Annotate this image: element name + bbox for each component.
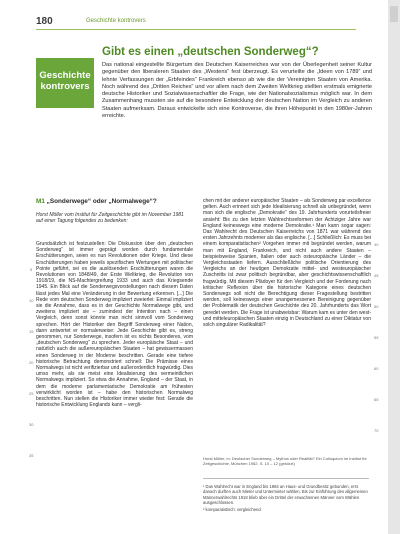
line-number: 5 [30, 267, 33, 272]
body-text-right: chen mit der anderer europäischer Staaten – als Sonderweg par excellence gelten. Auch erinnert sich jede Idealisierung schnell als unbegründet, wenn man sich die englische „Demokratie“ des 19. Jahrhunderts vorurteilsfreier ansieht: Bis zu den letzten Wahlrechtsreformen der Achtziger Jahre war England keineswegs eine moderne Demokratie.¹ Man kann sogar sagen: Das Wahlrecht des Deutschen Kaiserreichs von 1871 war während des ersten Jahrzehnts moderner als das englische. [...] Schließlich: Es muss bei einem komparatistischen² Vorgehen immer mit begründet werden, warum man mit England, Frankreich, und nicht auch andere Staaten – beispielsweise Spanien, Italien oder auch osteuropäische Länder – die Vergleichsstaaten liefern. Ausschließliche politische Orientierung des Vergleichs an der heutigen Demokratie mittel- und westeuropäischer Zuschnitts ist zwar politisch begründbar, aber geschichtswissenschaftlich fragwürdig. Mit diesem Plädoyer für den Vergleich und der Forderung nach kritischer Reflexion über die historische Kategorie eines deutschen Sonderwegs soll nicht die Berechtigung dieser Fragestellung bestritten werden, soll keineswegs einer unangemessenen Bereinigung gegenüber der Problematik der deutschen Geschichte des 20. Jahrhunderts das Wort geredet werden. Die Frage ist unabweisbar: Warum kam es unter den west- und mitteleuropäischen Staaten einzig in Deutschland zu einer Diktatur von solch singulärer Radikalität? [203, 198, 371, 329]
line-number: 10 [29, 298, 34, 303]
source-heading [36, 198, 157, 205]
page-edge-strip [388, 0, 400, 534]
intro-text: Das national eingestellte Bürgertum des Deutschen Kaiserreiches war von der Überlegenheit seiner Kultur gegenüber den liberaleren Staaten des „Westens“ fest überzeugt. Es verurteilte die „Ideen von 1789“ und lehnte Verfassungen der „Erbfeindes“ Frankreich ebenso ab wie die der Vereinigten Staaten von Amerika. Noch während des „Dritten Reiches“ und vor allem nach dem Zweiten Weltkrieg stellten erstmals emigrierte deutsche Historiker und Sozialwissenschaftler die Frage, wie der Nationalsozialismus möglich war. In dem Zusammenhang mussten sie auf die besondere Entwicklung der deutschen Nation im Vergleich zu anderen Staaten aufmerksam. Daraus entwickelte sich eine Kontroverse, die ihren Höhepunkt in den 1980er-Jahren erreichte. [102, 62, 372, 120]
line-number: 30 [29, 422, 34, 427]
line-number: 40 [374, 242, 379, 247]
body-text-left: Grundsätzlich ist festzustellen: Die Diskussion über den „deutschen Sonderweg“ ist immer geprägt worden durch fundamentale Erschütterungen, seien es nun Revolutionen oder Kriege. Und diese Erschütterungen haben jeweils spezifischen Wertungen mit politischer Pointe geführt, sei es die auslösenden Erschütterungen waren die Revolutionen von 1848/49, der Erste Weltkrieg, die Revolution von 1918/19, die NS-Machtergreifung 1933 und auch das Kriegsende 1945. Ein Blick auf die Sonderwegsvorstellungen nach diesem Daten lässt jedes Mal eine Veränderung in der Bewertung erkennen. [...] Die Rede vom deutschen Sonderweg impliziert zweierlei: Einmal impliziert sie die Annahme, dass es in der Geschichte Normalwege gibt, und zweitens impliziert sie – zumindest der Intention nach – einen Vergleich, denn sonst könnte man nicht sinnvoll vom Sonderweg sprechen. Hört der Historiker den Begriff Sonderweg einer Nation, dann antwortet er normalerweise: Jede Geschichte gibt es, streng genommen, nur Sonderwege, insofern ist es nichts Besonderes, vom „deutschen Sonderweg“ zu sprechen. Jeder europäische Staat – und natürlich auch die außereuropäischen Staaten – hat gewissermassen einen Sonderweg in der Moderne beschritten. Gerade eine tiefere historische Betrachtung demonstriert schnell: Die Prämisse eines Normalwegs ist nicht verifizierbar und außerordentlich fragwürdig. Dies umso mehr, als sie meist eine Idealisierung des vermeintlichen Normalwegs impliziert. So etwa die Annahme, England – der Staat, in dem die moderne parlamentarische Demokratie am frühesten verwirklicht worden ist – habe den historischen Normalweg beschritten. Nun stellen die Historiker immer wieder fest: Gerade die historische Entwicklung Englands kann – vergli- [36, 241, 193, 409]
header-rule [36, 29, 356, 30]
line-number: 50 [374, 304, 379, 309]
section-label-line1: Geschichte [39, 70, 91, 81]
page-edge-tab [390, 6, 398, 22]
line-number: 20 [29, 360, 34, 365]
line-number: 15 [29, 329, 34, 334]
footnotes [203, 484, 369, 513]
page-title: Gibt es einen „deutschen Sonderweg“? [102, 46, 319, 58]
line-number: 70 [374, 428, 379, 433]
line-number: 55 [374, 335, 379, 340]
page-header [36, 16, 366, 28]
line-number: 35 [29, 453, 34, 458]
section-label-box [36, 58, 94, 108]
line-number: 25 [29, 391, 34, 396]
source-citation: Horst Möller, in: Deutscher Sonderweg – Mythos oder Realität? Ein Colloquium im Institut für Zeitgeschichte, München 1982, S. 10 – 12 (gekürzt) [203, 456, 367, 467]
running-title: Geschichte kontrovers [86, 18, 146, 24]
source-intro: Horst Möller vom Institut für Zeitgeschichte gibt im November 1981 auf einer Tagung folgendes zu bedenken: [36, 212, 184, 225]
footnote: ² komparatistisch: vergleichend [203, 506, 261, 512]
line-number: 60 [374, 366, 379, 371]
source-heading-text: „Sonderwege“ oder „Normalwege“? [46, 198, 157, 205]
section-label-line2: kontrovers [40, 81, 90, 92]
footnote: ¹ Das Wahlrecht war in England bis 1884 an Haus- und Grundbesitz gebunden, erst danach durften auch Mieter und Untermieter wählen. Bis zur Einführung des allgemeinen Männerwahlrechts 1918 blieb über ein Drittel der erwachsenen Männer vom Wählen ausgeschlossen. [203, 484, 368, 506]
line-number: 45 [374, 273, 379, 278]
page-number: 180 [36, 16, 53, 27]
source-marker: M1 [36, 198, 45, 205]
footnote-rule [203, 478, 369, 479]
line-number: 65 [374, 397, 379, 402]
